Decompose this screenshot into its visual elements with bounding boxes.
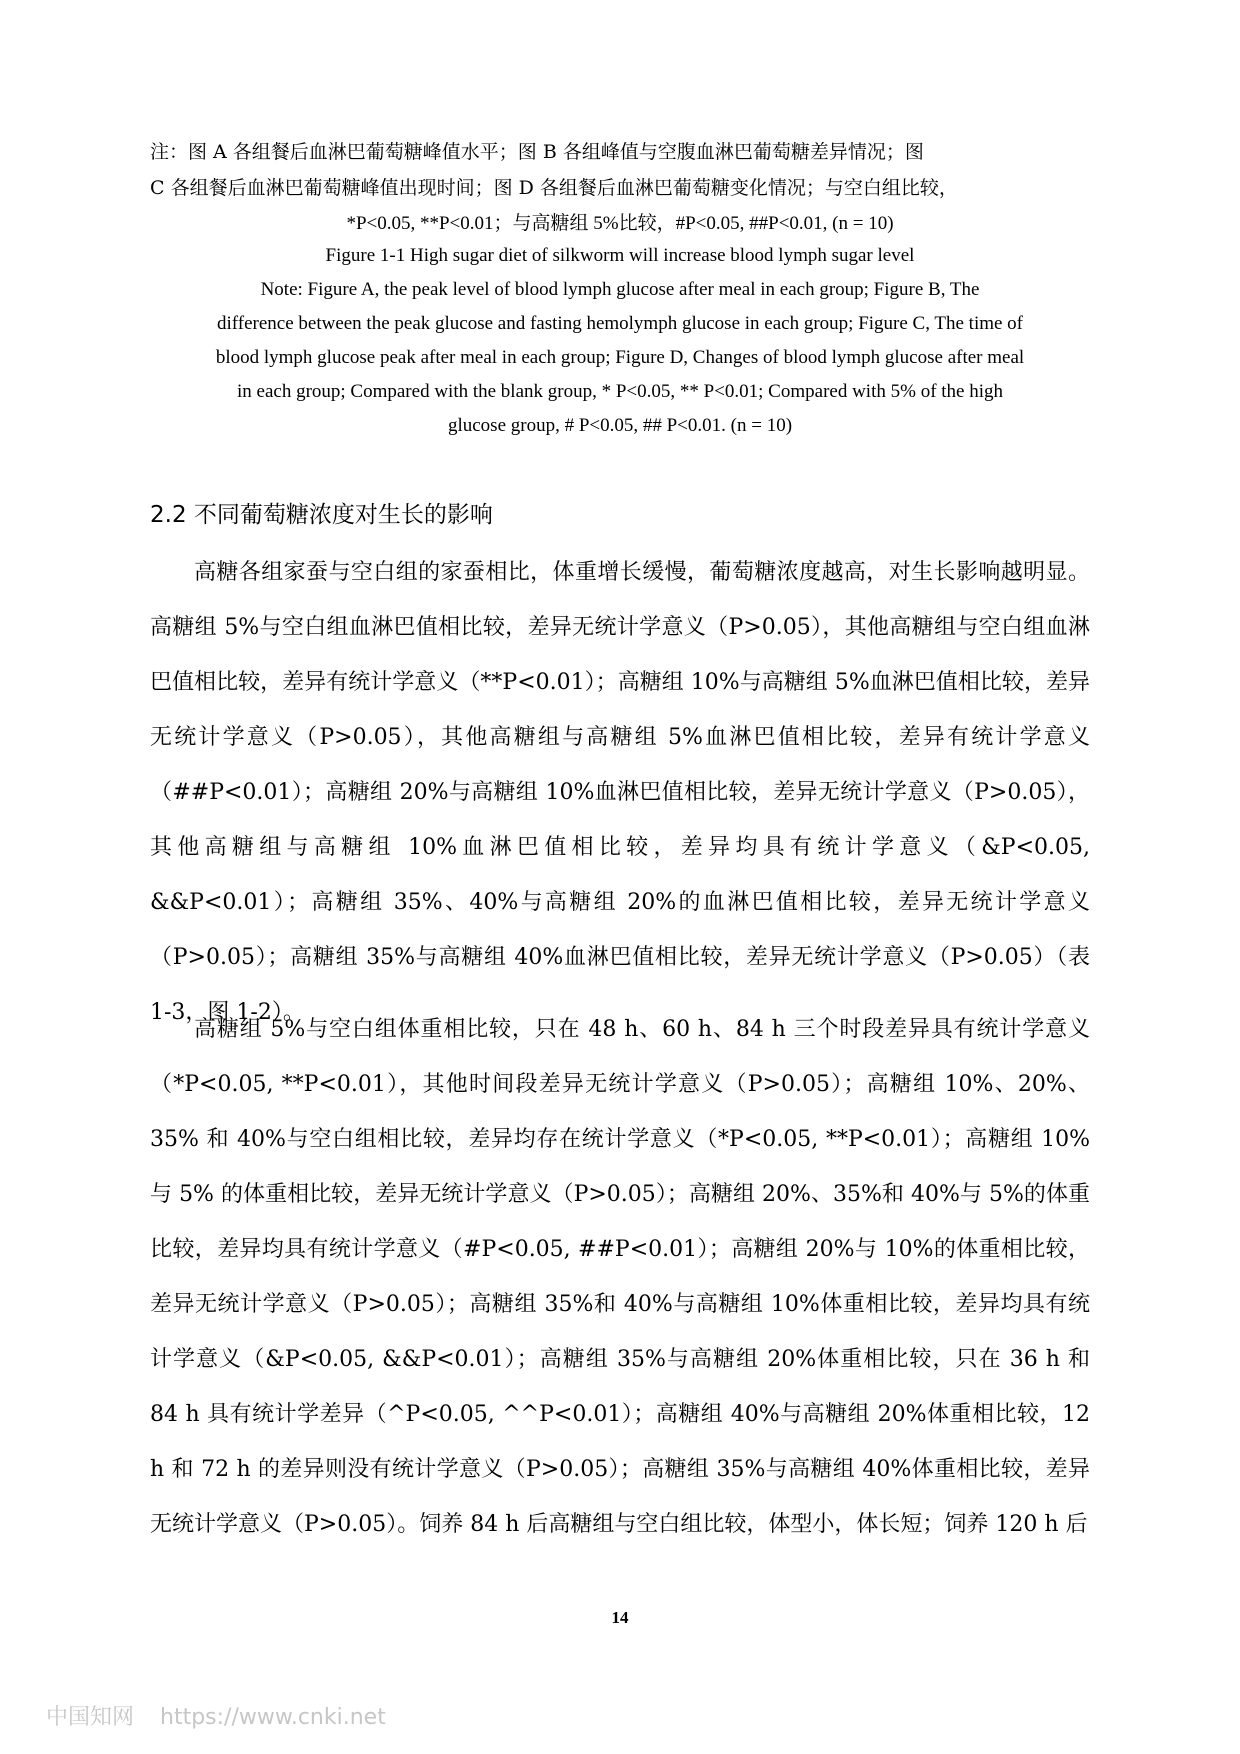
figure-note-cn-line2: C 各组餐后血淋巴葡萄糖峰值出现时间；图 D 各组餐后血淋巴葡萄糖变化情况；与空白组比较， (150, 177, 958, 199)
figure-note-cn (150, 134, 1090, 242)
cnki-watermark (46, 1700, 412, 1731)
figure-note-cn-line1: 注：图 A 各组餐后血淋巴葡萄糖峰值水平；图 B 各组峰值与空腹血淋巴葡萄糖差异情况；图 (150, 141, 924, 163)
figure-caption-en-title: Figure 1-1 High sugar diet of silkworm will increase blood lymph sugar level (325, 245, 915, 266)
figure-caption-en-line3: blood lymph glucose peak after meal in each group; Figure D, Changes of blood lymph glucose after meal (215, 347, 1025, 368)
figure-caption-en-line1: Note: Figure A, the peak level of blood lymph glucose after meal in each group; Figure B, The (260, 279, 980, 300)
page-number: 14 (611, 1608, 629, 1627)
body-paragraph-2: 高糖组 5%与空白组体重相比较，只在 48 h、60 h、84 h 三个时段差异具有统计学意义（*P<0.05, **P<0.01），其他时间段差异无统计学意义（P>0.05）；高糖组 10%、20%、35% 和 40%与空白组相比较，差异均存在统计学意义（*P<0.05, **P<0.01）；高糖组 10%与 5% 的体重相比较，差异无统计学意义（P>0.05）；高糖组 20%、35%和 40%与 5%的体重比较，差异均具有统计学意义（#P<0.05, ##P<0.01）；高糖组 20%与 10%的体重相比较，差异无统计学意义（P>0.05）；高糖组 35%和 40%与高糖组 10%体重相比较，差异均具有统计学意义（&P<0.05, &&P<0.01）；高糖组 35%与高糖组 20%体重相比较，只在 36 h 和 84 h 具有统计学差异（^P<0.05, ^^P<0.01）；高糖组 40%与高糖组 20%体重相比较，12 h 和 72 h 的差异则没有统计学意义（P>0.05）；高糖组 35%与高糖组 40%体重相比较，差异无统计学意义（P>0.05）。饲养 84 h 后高糖组与空白组比较，体型小，体长短；饲养 120 h 后 (150, 1017, 1090, 1537)
watermark-url: https://www.cnki.net (160, 1705, 386, 1730)
figure-note-cn-line3: *P<0.05, **P<0.01；与高糖组 5%比较，#P<0.05, ##P<0.01, (n = 10) (346, 213, 894, 234)
body-paragraph-1: 高糖各组家蚕与空白组的家蚕相比，体重增长缓慢，葡萄糖浓度越高，对生长影响越明显。高糖组 5%与空白组血淋巴值相比较，差异无统计学意义（P>0.05），其他高糖组与空白组血淋巴值相比较，差异有统计学意义（**P<0.01）；高糖组 10%与高糖组 5%血淋巴值相比较，差异无统计学意义（P>0.05），其他高糖组与高糖组 5%血淋巴值相比较，差异有统计学意义（##P<0.01）；高糖组 20%与高糖组 10%血淋巴值相比较，差异无统计学意义（P>0.05），其他高糖组与高糖组 10%血淋巴值相比较，差异均具有统计学意义（&P<0.05, &&P<0.01）；高糖组 35%、40%与高糖组 20%的血淋巴值相比较，差异无统计学意义（P>0.05）；高糖组 35%与高糖组 40%血淋巴值相比较，差异无统计学意义（P>0.05）（表 1-3，图 1-2）。 (150, 560, 1090, 1025)
figure-caption-en-line5: glucose group, # P<0.05, ## P<0.01. (n = 10) (447, 415, 793, 436)
watermark-brand: 中国知网 (46, 1705, 135, 1730)
section-heading: 2.2 不同葡萄糖浓度对生长的影响 (150, 502, 493, 528)
figure-caption-en-line4: in each group; Compared with the blank group, * P<0.05, ** P<0.01; Compared with 5% of the high (236, 381, 1004, 402)
figure-caption-en-line2: difference between the peak glucose and fasting hemolymph glucose in each group; Figure C, The time of (216, 313, 1024, 334)
